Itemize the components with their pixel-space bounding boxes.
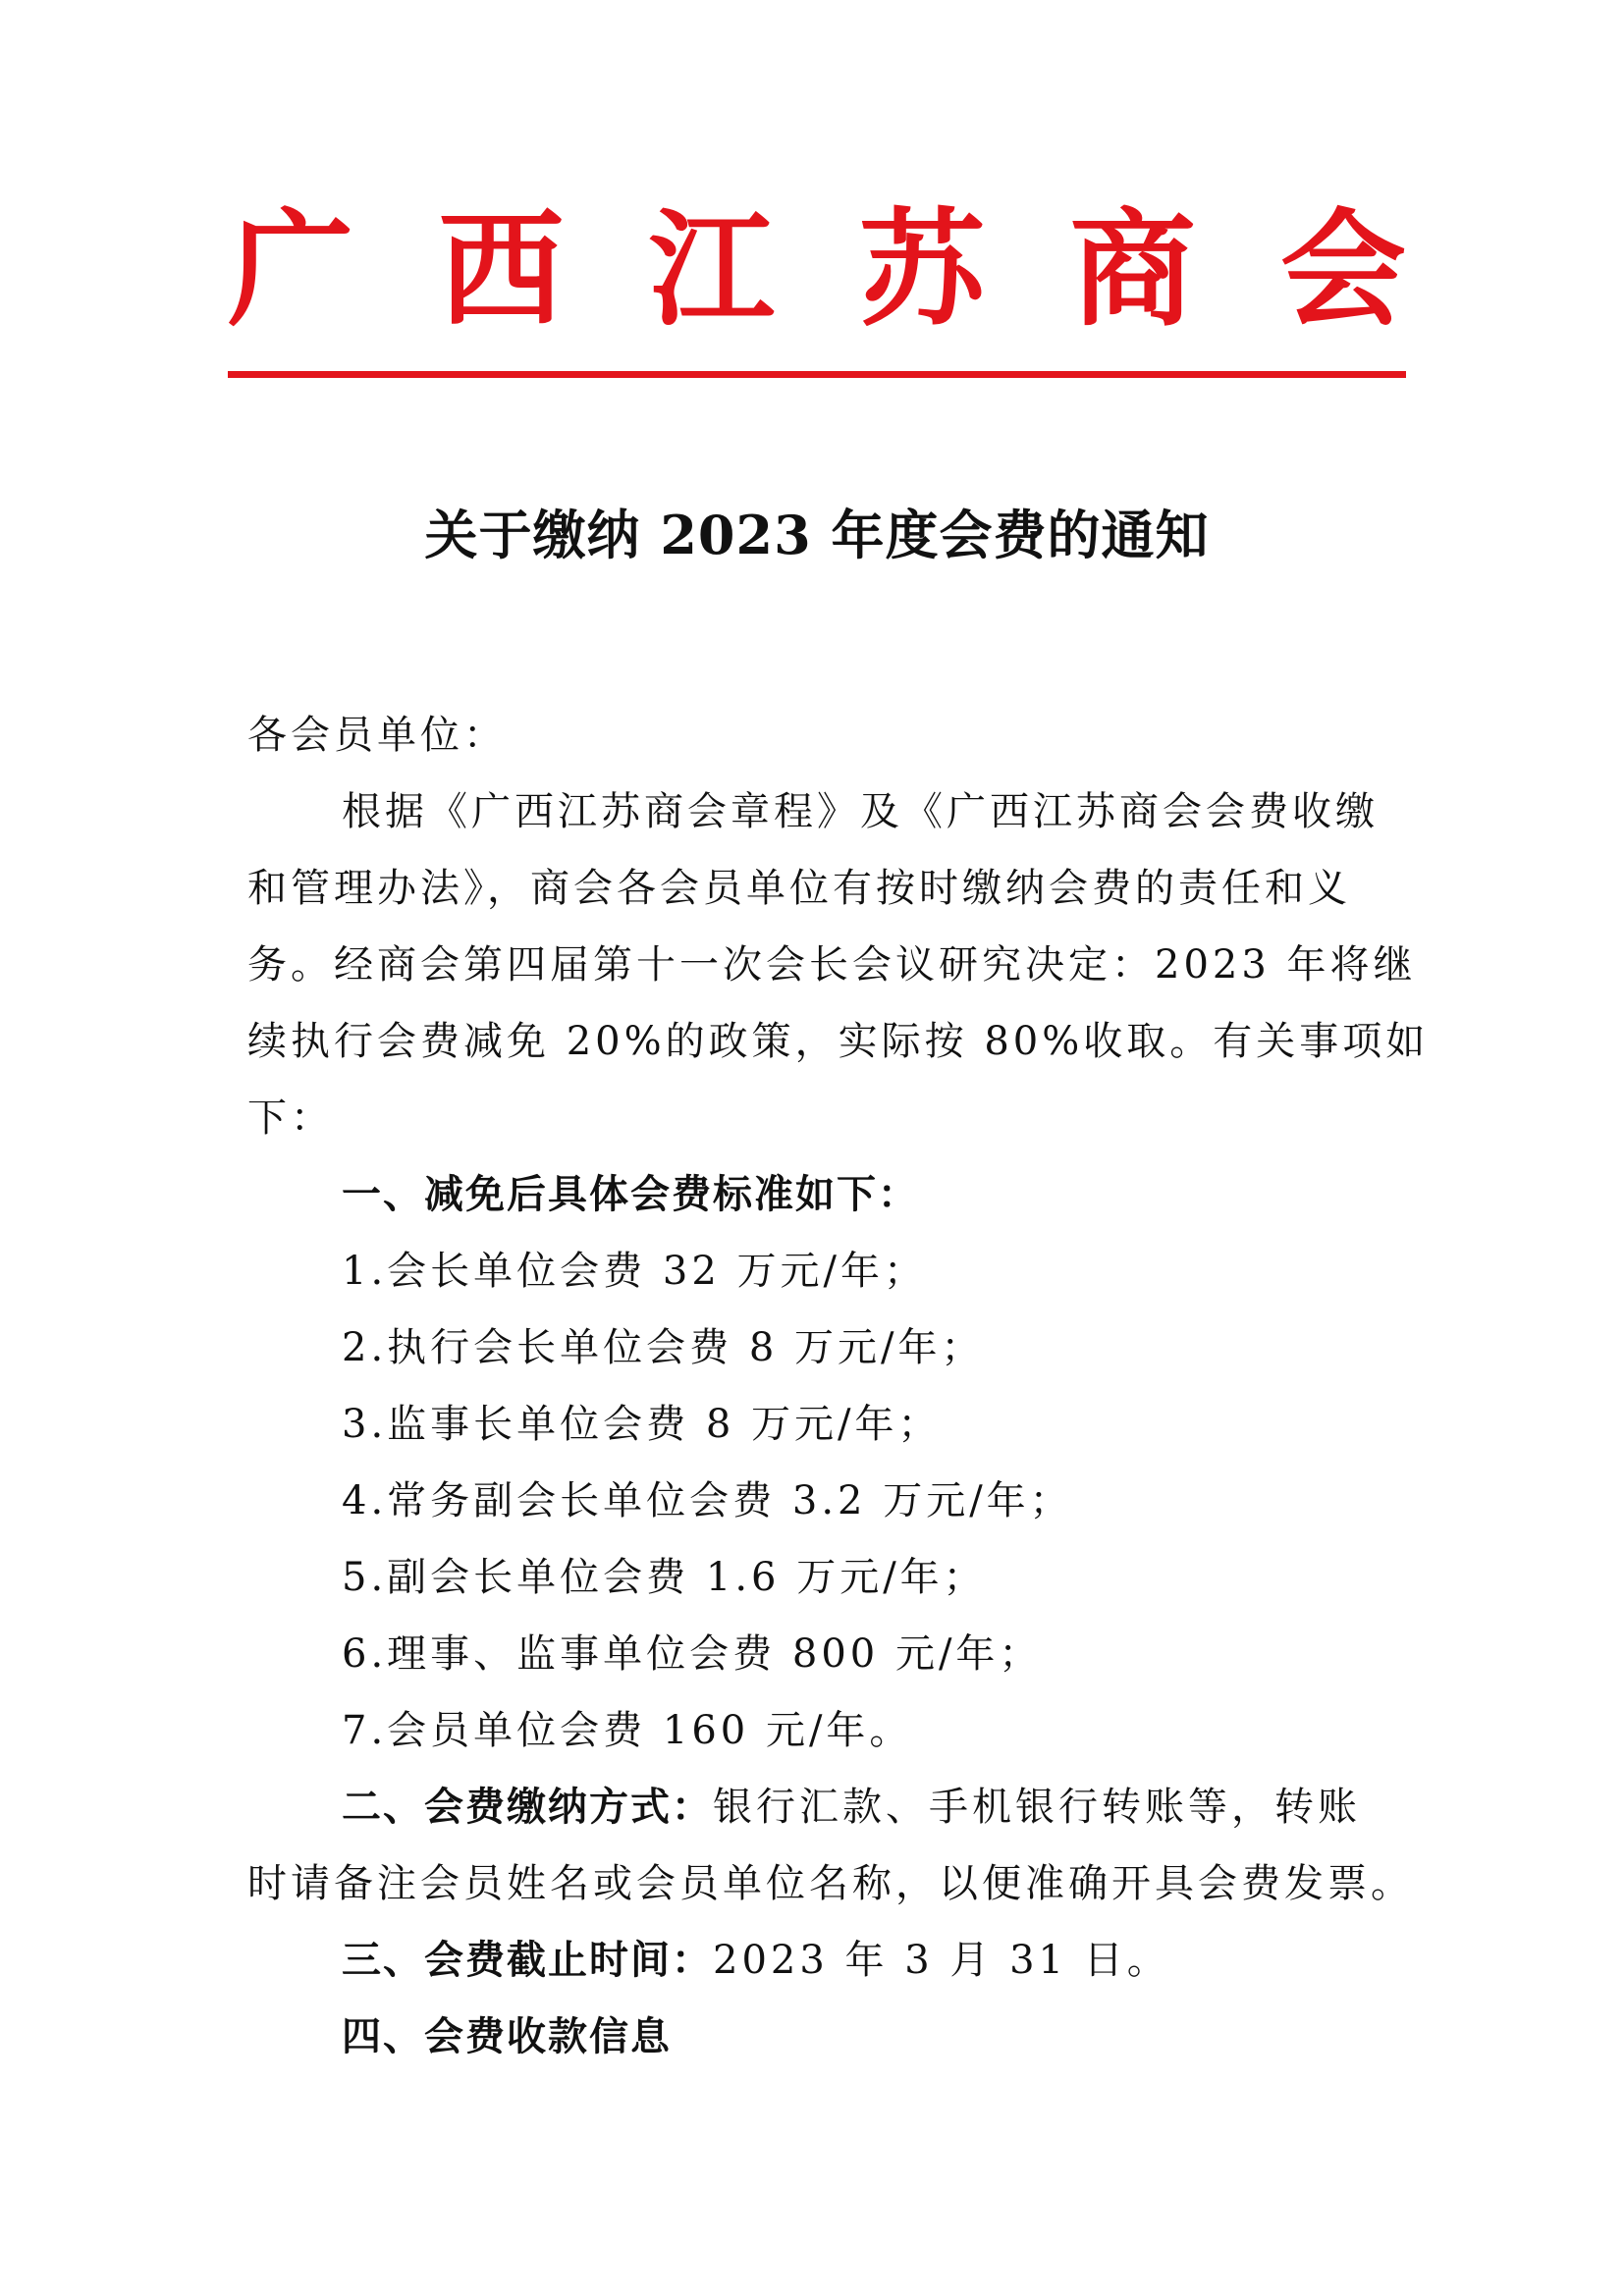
paragraph-line: 和管理办法》，商会各会员单位有按时缴纳会费的责任和义	[247, 866, 1351, 911]
paragraph-line: 下：	[247, 1095, 334, 1141]
section-heading-payment-info: 四、会费收款信息	[342, 2014, 672, 2059]
letterhead-char: 广	[228, 196, 354, 344]
fee-item: 6.理事、监事单位会费 800 元/年；	[342, 1631, 1043, 1677]
fee-item: 3.监事长单位会费 8 万元/年；	[342, 1402, 942, 1447]
document-title: 关于缴纳 2023 年度会费的通知	[424, 504, 1210, 566]
letterhead-char: 江	[648, 196, 775, 344]
deadline-text: 2023 年 3 月 31 日。	[713, 1938, 1170, 1983]
letterhead-char: 商	[1069, 196, 1196, 344]
letterhead-char: 会	[1279, 196, 1406, 344]
salutation: 各会员单位：	[247, 713, 507, 758]
paragraph-line: 根据《广西江苏商会章程》及《广西江苏商会会费收缴	[342, 789, 1379, 834]
payment-method-text: 银行汇款、手机银行转账等，转账	[713, 1785, 1361, 1830]
section-deadline	[247, 1922, 1416, 1999]
fee-item: 4.常务副会长单位会费 3.2 万元/年；	[342, 1478, 1073, 1523]
document-body	[247, 697, 1430, 2075]
letterhead-red-rule	[228, 371, 1406, 378]
section-heading-fee-standards: 一、减免后具体会费标准如下：	[342, 1172, 919, 1217]
section-heading-deadline: 三、会费截止时间：	[342, 1938, 713, 1983]
fee-item: 7.会员单位会费 160 元/年。	[342, 1708, 913, 1753]
letterhead-org-name	[228, 196, 1406, 344]
fee-item: 2.执行会长单位会费 8 万元/年；	[342, 1325, 985, 1370]
paragraph-line: 续执行会费减免 20%的政策，实际按 80%收取。有关事项如	[247, 1019, 1430, 1064]
letterhead-char: 苏	[859, 196, 986, 344]
fee-item: 1.会长单位会费 32 万元/年；	[342, 1249, 927, 1294]
section-payment-method	[247, 1769, 1416, 1845]
paragraph-line: 务。经商会第四届第十一次会长会议研究决定：2023 年将继	[247, 942, 1417, 988]
payment-method-text-continued: 时请备注会员姓名或会员单位名称，以便准确开具会费发票。	[247, 1861, 1414, 1906]
fee-item: 5.副会长单位会费 1.6 万元/年；	[342, 1555, 987, 1600]
letterhead-char: 西	[438, 196, 565, 344]
section-heading-payment-method: 二、会费缴纳方式：	[342, 1785, 713, 1830]
